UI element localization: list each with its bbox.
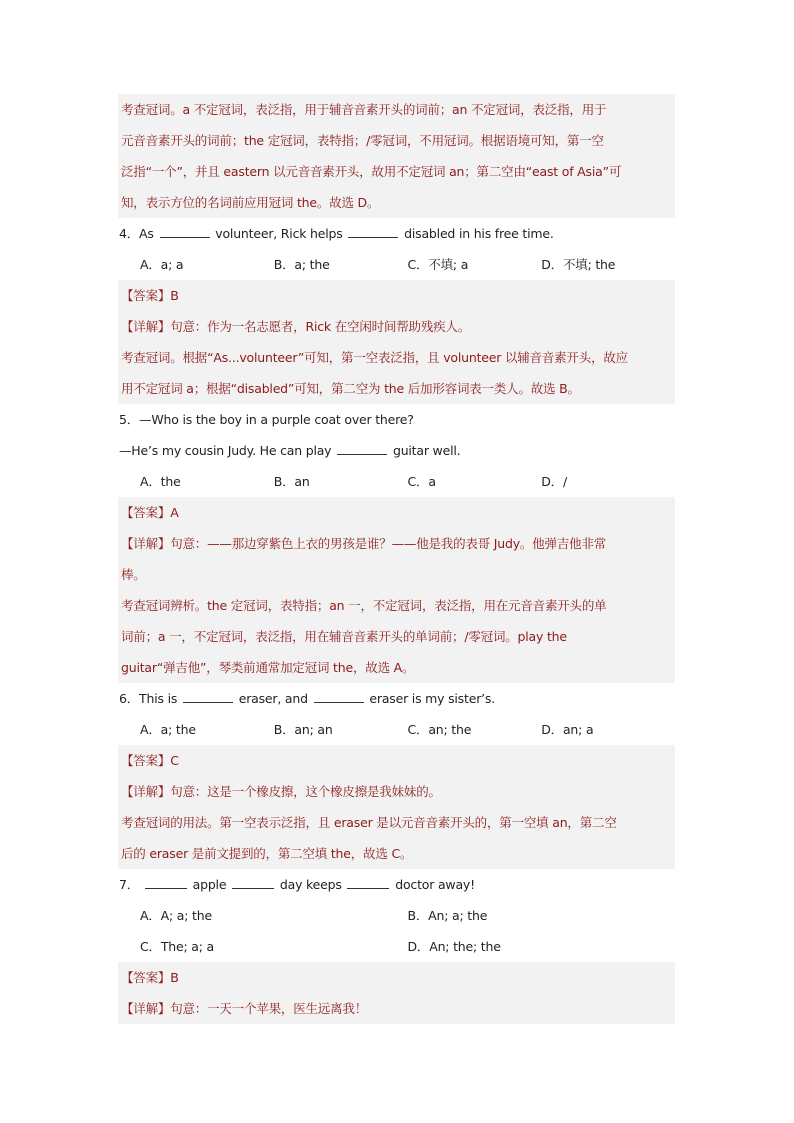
analysis-line: 考查冠词。a 不定冠词，表泛指，用于辅音音素开头的词前；an 不定冠词，表泛指，用于 [118, 94, 675, 125]
question-stem [118, 683, 675, 714]
question-stem [118, 218, 675, 249]
stem-part: volunteer, Rick helps [215, 226, 343, 241]
analysis-line: 用不定冠词 a；根据“disabled”可知，第二空为 the 后加形容词表一类人。故选 B。 [118, 373, 675, 404]
question-stem: 5．—Who is the boy in a purple coat over there? [119, 412, 414, 427]
document-page [118, 94, 675, 1024]
option-b: B．An; a; the [407, 908, 488, 923]
option-d: D．/ [541, 474, 567, 489]
analysis-line: 知，表示方位的名词前应用冠词 the。故选 D。 [118, 187, 675, 218]
answer-line: 【答案】B [118, 962, 675, 993]
detail-line: 【详解】句意：这是一个橡皮擦，这个橡皮擦是我妹妹的。 [118, 776, 675, 807]
analysis-line: 元音音素开头的词前；the 定冠词，表特指；/零冠词，不用冠词。根据语境可知，第一空 [118, 125, 675, 156]
question-5 [118, 404, 675, 683]
stem-part: 7． [119, 877, 140, 892]
question-4 [118, 218, 675, 404]
option-c: C．a [407, 474, 436, 489]
option-a: A．a; a [140, 257, 184, 272]
option-c: C．an; the [407, 722, 472, 737]
answer-line: 【答案】C [118, 745, 675, 776]
option-b: B．an [273, 474, 310, 489]
option-d: D．an; a [541, 722, 594, 737]
question-stem [118, 869, 675, 900]
option-d: D．不填; the [541, 257, 616, 272]
answer-blank [348, 224, 398, 238]
options-row [118, 466, 675, 497]
option-a: A．the [140, 474, 181, 489]
explanation-block-q3 [118, 94, 675, 218]
detail-line: 棒。 [118, 559, 675, 590]
detail-line: 【详解】句意：——那边穿紫色上衣的男孩是谁？——他是我的表哥 Judy。他弹吉他非常 [118, 528, 675, 559]
analysis-line: 词前；a 一，不定冠词，表泛指，用在辅音音素开头的单词前；/零冠词。play the [118, 621, 675, 652]
analysis-line: 泛指“一个”，并且 eastern 以元音音素开头，故用不定冠词 an；第二空由“east of Asia”可 [118, 156, 675, 187]
answer-line: 【答案】B [118, 280, 675, 311]
options-row [118, 714, 675, 745]
option-a: A．A; a; the [140, 908, 212, 923]
analysis-line: 考查冠词辨析。the 定冠词，表特指；an 一，不定冠词，表泛指，用在元音音素开头的单 [118, 590, 675, 621]
stem-part: apple [192, 877, 227, 892]
stem-part: doctor away! [395, 877, 475, 892]
answer-blank [337, 441, 387, 455]
option-b: B．an; an [273, 722, 333, 737]
answer-blank [183, 689, 233, 703]
stem-part: guitar well. [392, 443, 461, 458]
stem-part: —He’s my cousin Judy. He can play [119, 443, 332, 458]
answer-blank [347, 875, 389, 889]
analysis-line: 考查冠词。根据“As...volunteer”可知，第一空表泛指，且 volunteer 以辅音音素开头，故应 [118, 342, 675, 373]
stem-part: 4．As [119, 226, 154, 241]
options-row [118, 931, 675, 962]
answer-blank [232, 875, 274, 889]
option-d: D．An; the; the [407, 939, 501, 954]
stem-part: 6．This is [119, 691, 178, 706]
options-row [118, 900, 675, 931]
analysis-line: 考查冠词的用法。第一空表示泛指，且 eraser 是以元音音素开头的，第一空填 an，第二空 [118, 807, 675, 838]
question-stem [118, 435, 675, 466]
analysis-line: guitar“弹吉他”，琴类前通常加定冠词 the，故选 A。 [118, 652, 675, 683]
analysis-line: 后的 eraser 是前文提到的，第二空填 the，故选 C。 [118, 838, 675, 869]
question-6 [118, 683, 675, 869]
stem-part: disabled in his free time. [404, 226, 554, 241]
option-a: A．a; the [140, 722, 196, 737]
option-c: C．The; a; a [140, 939, 214, 954]
question-7 [118, 869, 675, 1024]
answer-line: 【答案】A [118, 497, 675, 528]
detail-line: 【详解】句意：作为一名志愿者，Rick 在空闲时间帮助残疾人。 [118, 311, 675, 342]
option-c: C．不填; a [407, 257, 469, 272]
answer-blank [145, 875, 187, 889]
stem-part: eraser, and [238, 691, 308, 706]
options-row [118, 249, 675, 280]
stem-part: day keeps [279, 877, 342, 892]
option-b: B．a; the [273, 257, 330, 272]
stem-part: eraser is my sister’s. [369, 691, 495, 706]
answer-blank [160, 224, 210, 238]
answer-blank [314, 689, 364, 703]
detail-line: 【详解】句意：一天一个苹果，医生远离我！ [118, 993, 675, 1024]
